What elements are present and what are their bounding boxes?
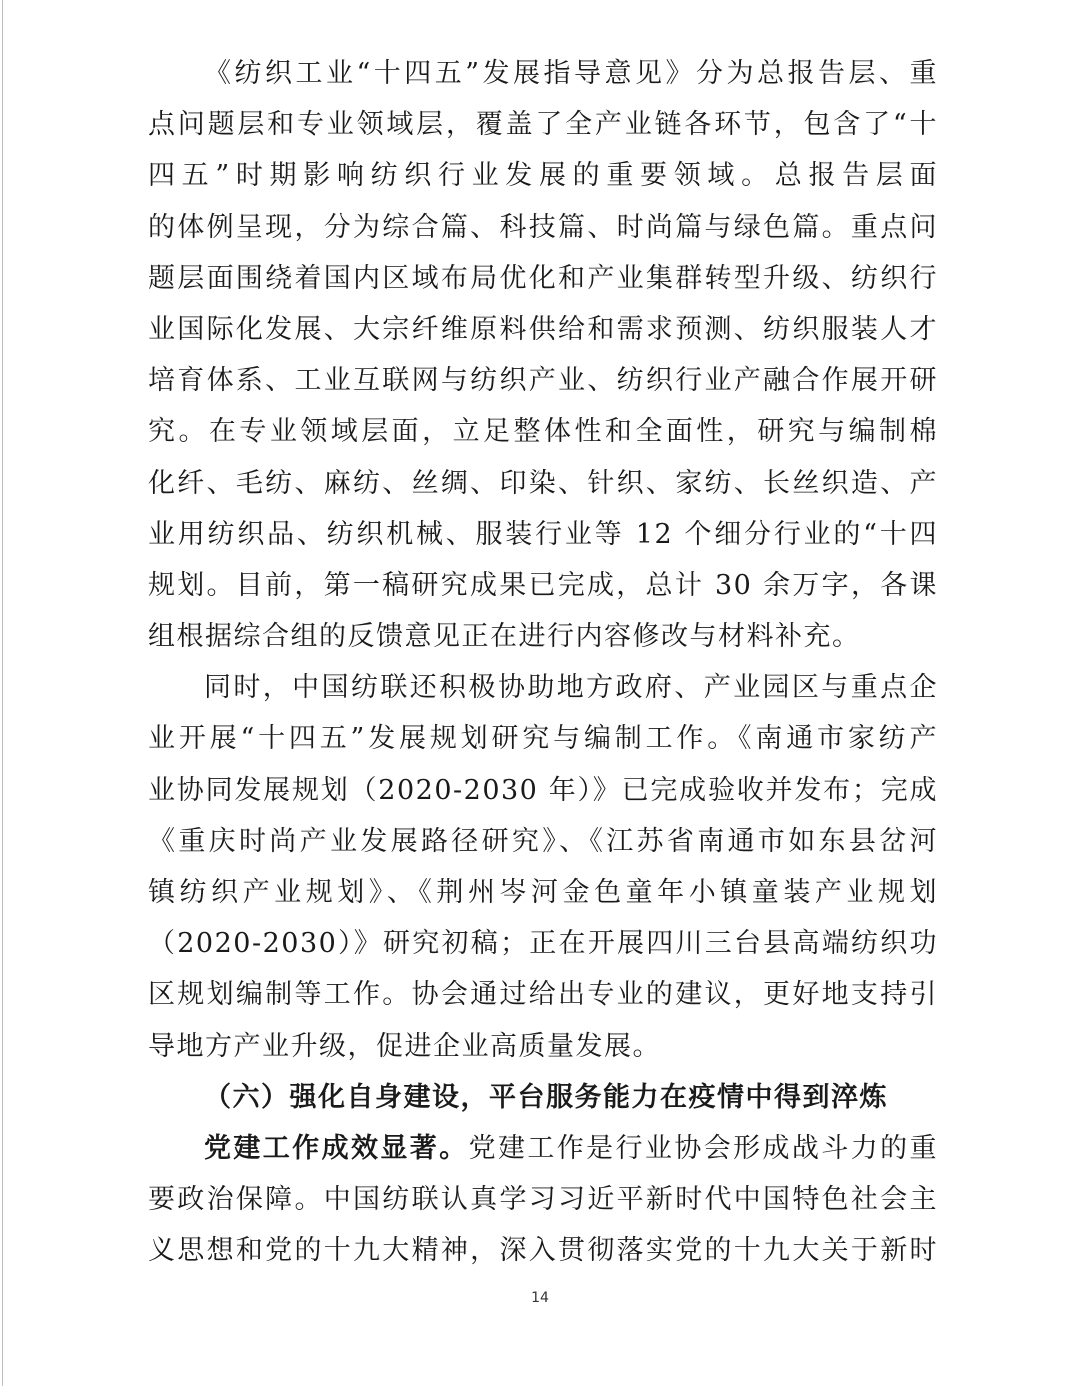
- text-line: 化纤、毛纺、麻纺、丝绸、印染、针织、家纺、长丝织造、产: [148, 467, 938, 499]
- page-content: [148, 48, 938, 1277]
- paragraph-local-planning: [148, 662, 938, 1072]
- text-line: 《重庆时尚产业发展路径研究》、《江苏省南通市如东县岔河: [148, 825, 938, 857]
- page-number: 14: [531, 1290, 549, 1306]
- page-edge-line: [2, 0, 3, 1386]
- paragraph-party-building: [148, 1123, 938, 1277]
- text-line: 镇纺织产业规划》、《荆州岑河金色童年小镇童装产业规划: [148, 877, 938, 908]
- text-line: 点问题层和专业领域层，覆盖了全产业链各环节，包含了“十: [148, 109, 938, 141]
- text-line: 同时，中国纺联还积极协助地方政府、产业园区与重点企: [204, 672, 938, 704]
- text-line: [148, 1123, 938, 1174]
- text-line: 规划。目前，第一稿研究成果已完成，总计 30 余万字，各课: [148, 569, 938, 601]
- text-line: 业开展“十四五”发展规划研究与编制工作。《南通市家纺产: [148, 723, 938, 755]
- text-line: 题层面围绕着国内区域布局优化和产业集群转型升级、纺织行: [148, 262, 938, 294]
- text-line: 导地方产业升级，促进企业高质量发展。: [148, 1030, 661, 1062]
- text-segment: 党建工作是行业协会形成战斗力的重: [468, 1132, 938, 1164]
- text-line: 培育体系、工业互联网与纺织产业、纺织行业产融合作展开研: [148, 365, 938, 397]
- text-line: 究。在专业领域层面，立足整体性和全面性，研究与编制棉: [148, 416, 938, 448]
- text-line: 义思想和党的十九大精神，深入贯彻落实党的十九大关于新时: [148, 1235, 938, 1267]
- section-heading: （六）强化自身建设，平台服务能力在疫情中得到淬炼: [204, 1081, 888, 1113]
- paragraph-textile-guidance: [148, 48, 938, 662]
- text-line: 四五”时期影响纺织行业发展的重要领域。总报告层面: [148, 160, 938, 192]
- text-line: 业协同发展规划（2020-2030 年）》已完成验收并发布；完成: [148, 774, 938, 806]
- bold-lead-phrase: 党建工作成效显著。: [204, 1132, 469, 1164]
- text-line: 的体例呈现，分为综合篇、科技篇、时尚篇与绿色篇。重点问: [148, 211, 938, 243]
- text-line: 业国际化发展、大宗纤维原料供给和需求预测、纺织服装人才: [148, 313, 938, 345]
- text-line: 组根据综合组的反馈意见正在进行内容修改与材料补充。: [148, 621, 861, 653]
- text-line: （2020-2030）》研究初稿；正在开展四川三台县高端纺织功: [148, 928, 938, 960]
- text-line: 要政治保障。中国纺联认真学习习近平新时代中国特色社会主: [148, 1184, 938, 1216]
- text-line: 业用纺织品、纺织机械、服装行业等 12 个细分行业的“十四: [148, 518, 938, 550]
- text-line: 区规划编制等工作。协会通过给出专业的建议，更好地支持引: [148, 979, 938, 1011]
- text-line: 《纺织工业“十四五”发展指导意见》分为总报告层、重: [204, 58, 938, 89]
